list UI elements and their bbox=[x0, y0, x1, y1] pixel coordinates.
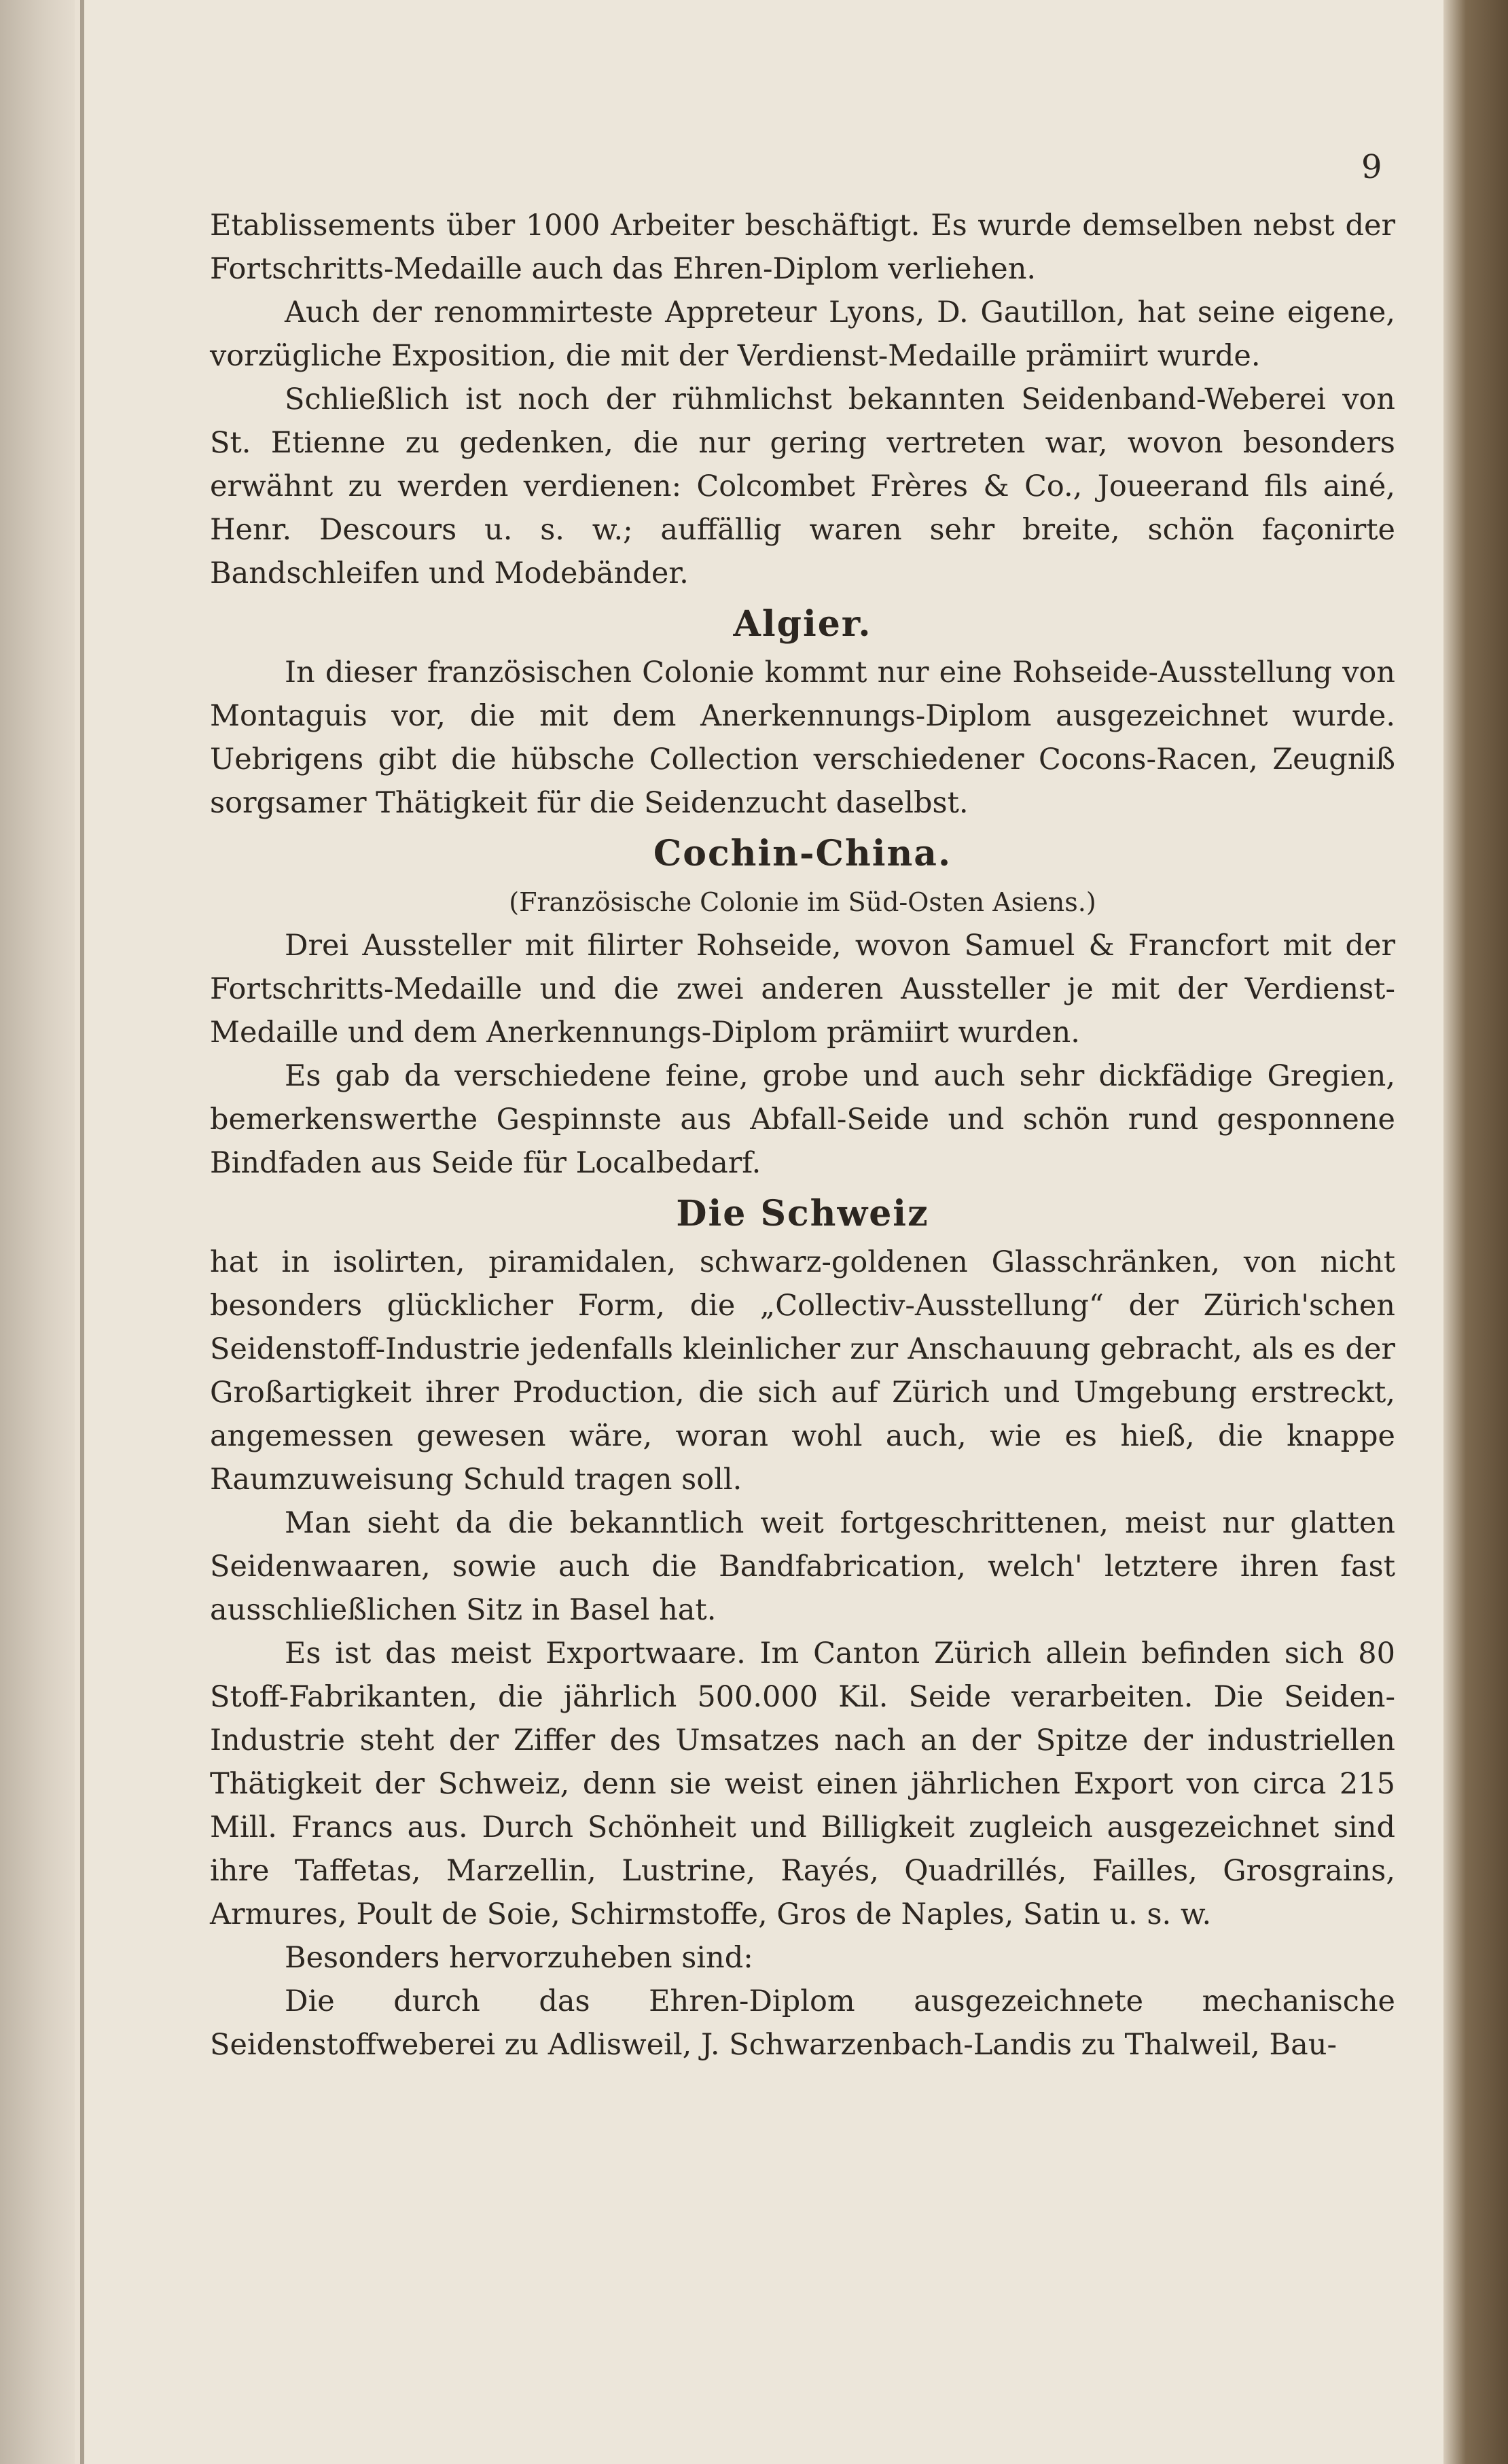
paragraph: Besonders hervorzuheben sind: bbox=[285, 1941, 753, 1975]
section-heading-algier: Algier. bbox=[733, 603, 872, 645]
section-subheading: (Französische Colonie im Süd-Osten Asiens.) bbox=[509, 887, 1096, 917]
book-page bbox=[84, 0, 1443, 2464]
page-number: 9 bbox=[1361, 148, 1382, 186]
section-heading-schweiz: Die Schweiz bbox=[676, 1193, 929, 1234]
paragraph: Schließlich ist noch der rühmlichst bekannten Seidenband-Weberei von St. Etienne zu gedenken, die nur gering vertreten war, wovon besonders erwähnt zu werden verdienen: Colcombet Frères & Co., Joueerand fils ainé, Henr. Descours u. s. w.; auffällig waren sehr breite, schön façonirte Bandschleifen und Modebänder. bbox=[210, 382, 1395, 590]
paragraph: Etablissements über 1000 Arbeiter beschäftigt. Es wurde demselben nebst der Fortschritts-Medaille auch das Ehren-Diplom verliehen. bbox=[210, 209, 1395, 286]
paragraph: Man sieht da die bekanntlich weit fortgeschrittenen, meist nur glatten Seidenwaaren, sowie auch die Bandfabrication, welch' letztere ihren fast ausschließlichen Sitz in Basel hat. bbox=[210, 1506, 1395, 1627]
paragraph: Die durch das Ehren-Diplom ausgezeichnete mechanische Seidenstoffweberei zu Adlisweil, J. Schwarzenbach-Landis zu Thalweil, Bau- bbox=[210, 1984, 1395, 2062]
paragraph: hat in isolirten, piramidalen, schwarz-goldenen Glasschränken, von nicht besonders glücklicher Form, die „Collectiv-Ausstellung“ der Zürich'schen Seidenstoff-Industrie jedenfalls kleinlicher zur Anschauung gebracht, als es der Großartigkeit ihrer Production, die sich auf Zürich und Umgebung erstreckt, angemessen gewesen wäre, woran wohl auch, wie es hieß, die knappe Raumzuweisung Schuld tragen soll. bbox=[210, 1245, 1395, 1497]
paragraph: Es ist das meist Exportwaare. Im Canton Zürich allein befinden sich 80 Stoff-Fabrikanten, die jährlich 500.000 Kil. Seide verarbeiten. Die Seiden-Industrie steht der Ziffer des Umsatzes nach an der Spitze der industriellen Thätigkeit der Schweiz, denn sie weist einen jährlichen Export von circa 215 Mill. Francs aus. Durch Schönheit und Billigkeit zugleich ausgezeichnet sind ihre Taffetas, Marzellin, Lustrine, Rayés, Quadrillés, Failles, Grosgrains, Armures, Poult de Soie, Schirmstoffe, Gros de Naples, Satin u. s. w. bbox=[210, 1637, 1395, 1931]
page-body bbox=[210, 204, 1395, 2067]
left-page-shadow bbox=[0, 0, 75, 2464]
book-edge bbox=[1443, 0, 1508, 2464]
section-heading-cochin-china: Cochin-China. bbox=[653, 833, 952, 874]
paragraph: Auch der renommirteste Appreteur Lyons, D. Gautillon, hat seine eigene, vorzügliche Exposition, die mit der Verdienst-Medaille prämiirt wurde. bbox=[210, 296, 1395, 373]
paragraph: In dieser französischen Colonie kommt nur eine Rohseide-Ausstellung von Montaguis vor, die mit dem Anerkennungs-Diplom ausgezeichnet wurde. Uebrigens gibt die hübsche Collection verschiedener Cocons-Racen, Zeugniß sorgsamer Thätigkeit für die Seidenzucht daselbst. bbox=[210, 656, 1395, 820]
paragraph: Es gab da verschiedene feine, grobe und auch sehr dickfädige Gregien, bemerkenswerthe Gespinnste aus Abfall-Seide und schön rund gesponnene Bindfaden aus Seide für Localbedarf. bbox=[210, 1059, 1395, 1180]
paragraph: Drei Aussteller mit filirter Rohseide, wovon Samuel & Francfort mit der Fortschritts-Medaille und die zwei anderen Aussteller je mit der Verdienst-Medaille und dem Anerkennungs-Diplom prämiirt wurden. bbox=[210, 929, 1395, 1050]
